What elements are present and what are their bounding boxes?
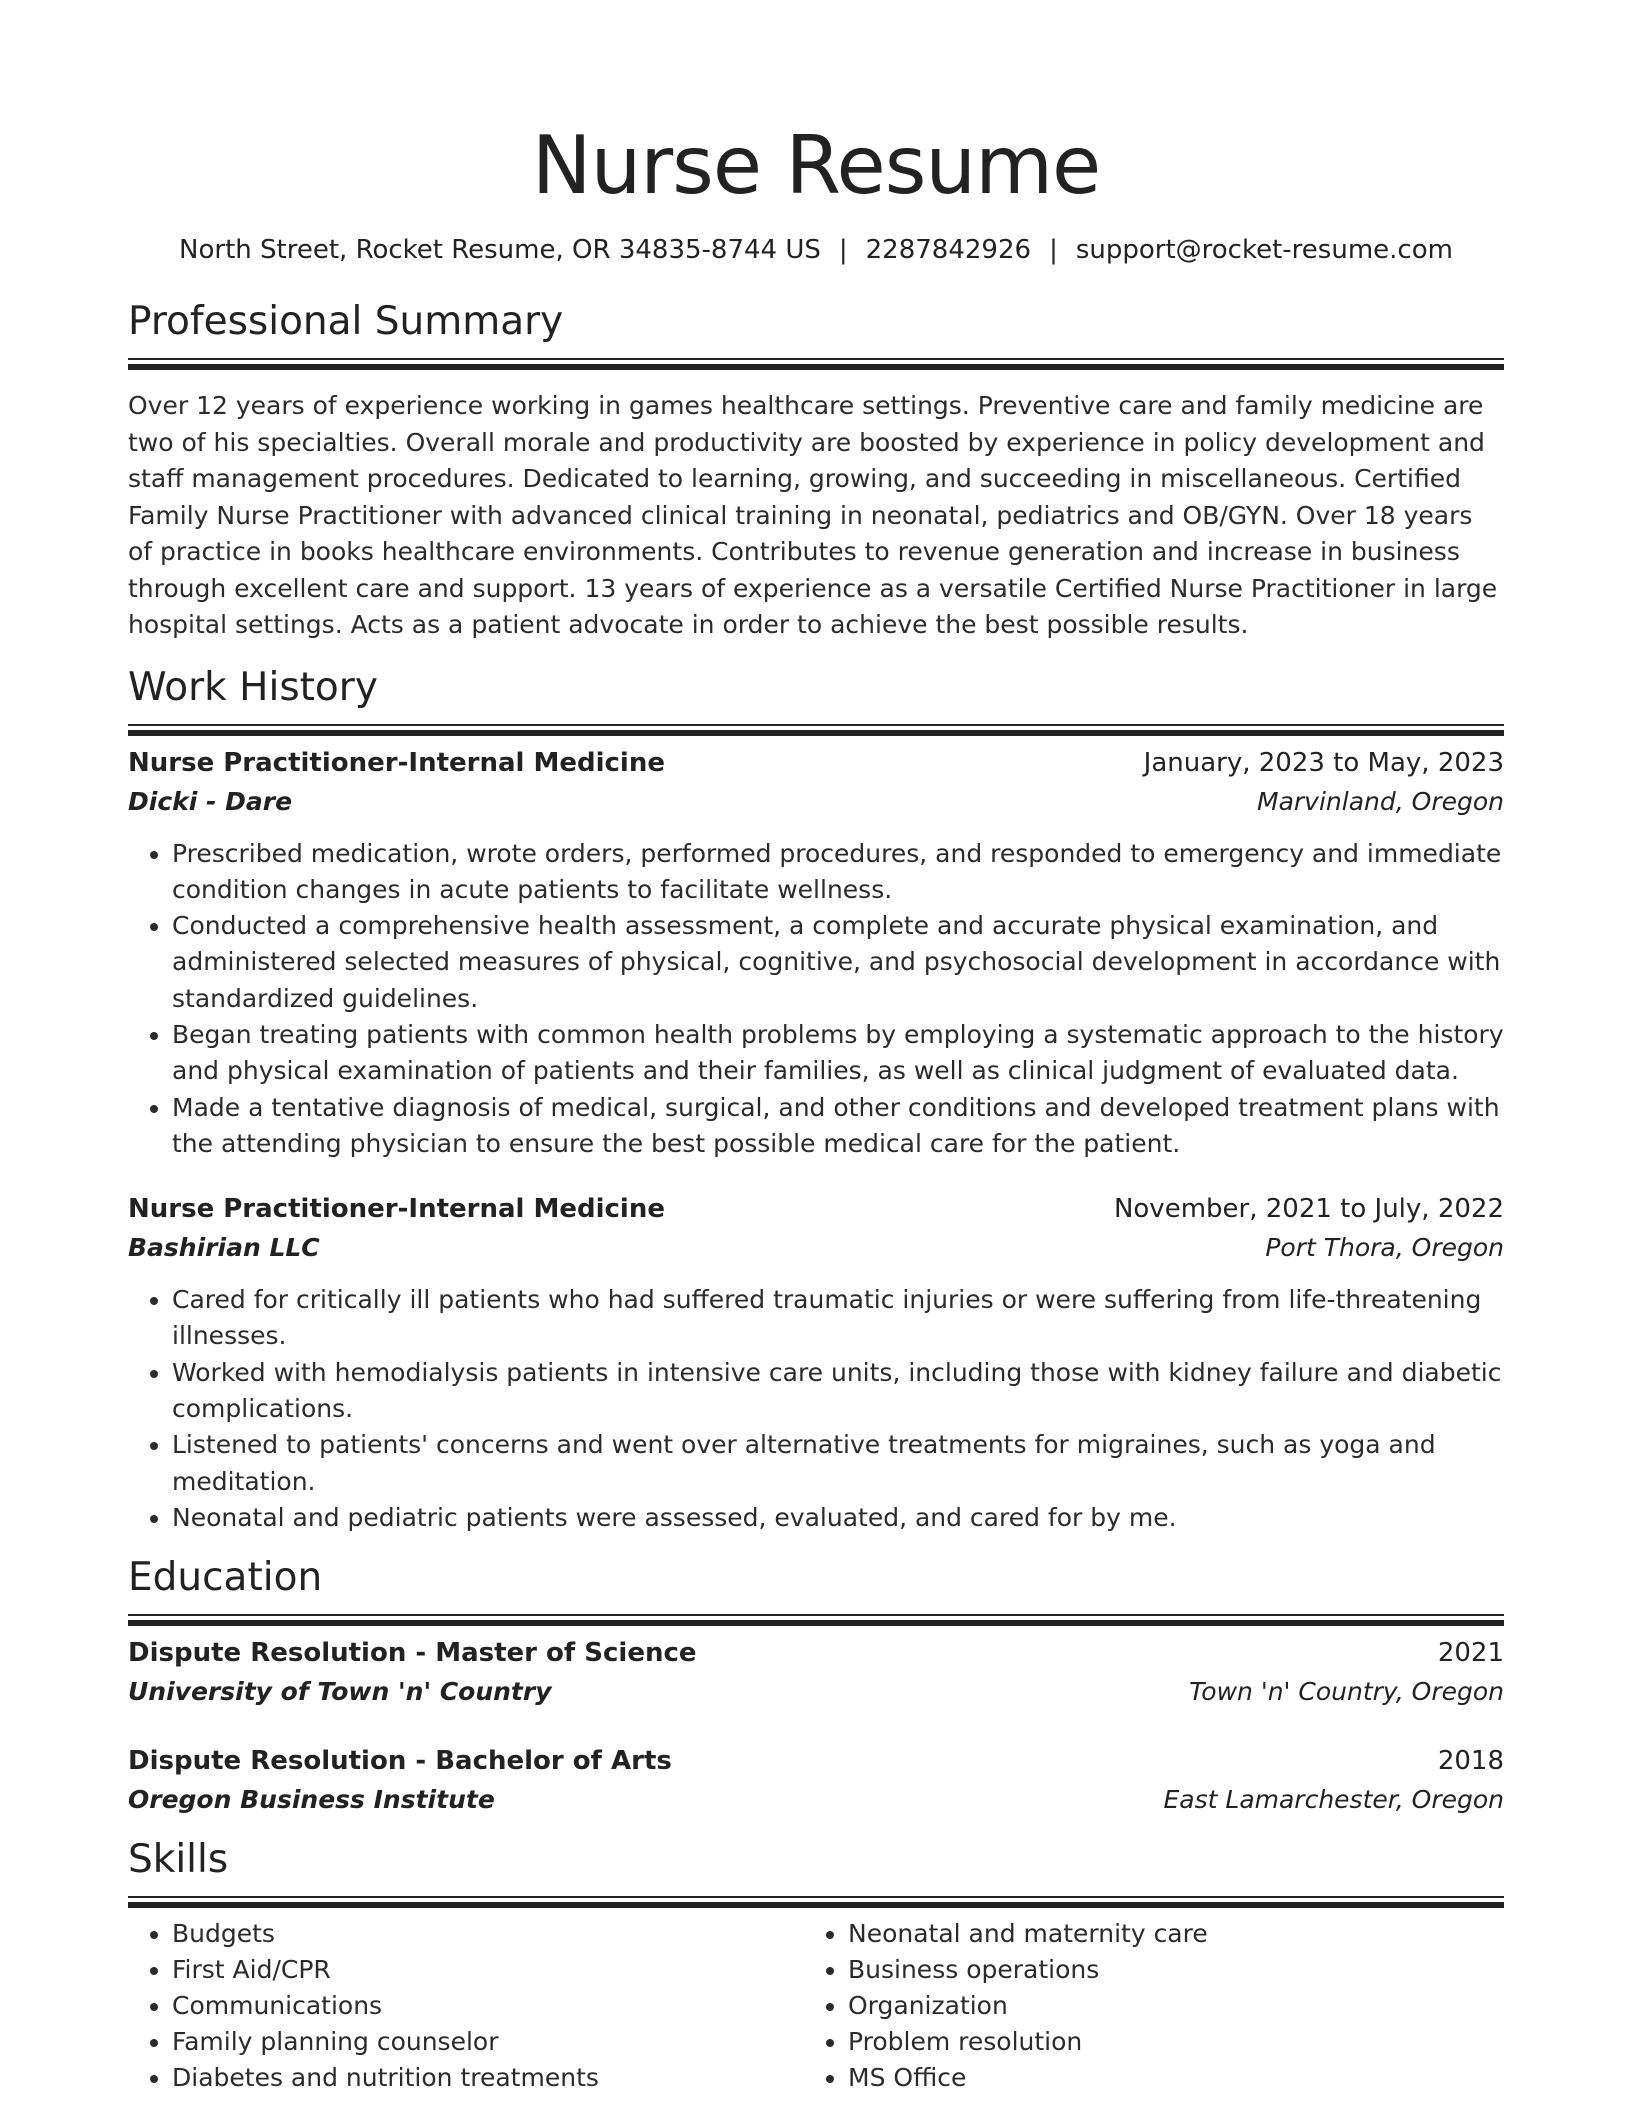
list-item: • Worked with hemodialysis patients in intensive care units, including those with kidney failure and diabetic complications.: [172, 1355, 1504, 1428]
list-item: • Made a tentative diagnosis of medical, surgical, and other conditions and developed treatment plans with the attending physician to ensure the best possible medical care for the patient.: [172, 1090, 1504, 1163]
contact-email: support@rocket-resume.com: [1075, 235, 1453, 265]
summary-heading: Professional Summary: [128, 299, 564, 344]
skills-column-right: [804, 1916, 1208, 2096]
list-item: • Neonatal and pediatric patients were assessed, evaluated, and cared for by me.: [172, 1500, 1504, 1536]
degree-year: 2021: [1437, 1638, 1504, 1669]
resume-name: Nurse Resume: [531, 119, 1101, 212]
skills-heading: Skills: [128, 1837, 229, 1883]
contact-separator: |: [1049, 235, 1058, 265]
skill-item: • Family planning counselor: [172, 2024, 804, 2060]
list-item: • Cared for critically ill patients who had suffered traumatic injuries or were suffering from life-threatening illnesses.: [172, 1282, 1504, 1355]
skill-item: • First Aid/CPR: [172, 1952, 804, 1988]
summary-text: Over 12 years of experience working in games healthcare settings. Preventive care and family medicine are two of his specialties. Overall morale and productivity are boosted by experience in policy development and staff management procedures. Dedicated to learning, growing, and succeeding in miscellaneous. Certified Family Nurse Practitioner with advanced clinical training in neonatal, pediatrics and OB/GYN. Over 18 years of practice in books healthcare environments. Contributes to revenue generation and increase in business through excellent care and support. 13 years of experience as a versatile Certified Nurse Practitioner in large hospital settings. Acts as a patient advocate in order to achieve the best possible results.: [128, 391, 1498, 639]
skill-item: • Neonatal and maternity care: [848, 1916, 1208, 1952]
list-item: • Listened to patients' concerns and went over alternative treatments for migraines, such as yoga and meditation.: [172, 1427, 1504, 1500]
job-entry: [128, 744, 1504, 1163]
skills-list: [128, 1916, 1504, 2096]
section-divider: [128, 358, 1504, 360]
list-item: • Conducted a comprehensive health assessment, a complete and accurate physical examination, and administered selected measures of physical, cognitive, and psychosocial development in accordance with standardized guidelines.: [172, 908, 1504, 1017]
school-name: University of Town 'n' Country: [128, 1677, 552, 1707]
skill-item: • Communications: [172, 1988, 804, 2024]
job-bullets: [128, 836, 1504, 1163]
section-divider: [128, 1614, 1504, 1616]
job-dates: November, 2021 to July, 2022: [1113, 1194, 1504, 1225]
degree-year: 2018: [1437, 1746, 1504, 1777]
section-divider: [128, 724, 1504, 726]
job-dates: January, 2023 to May, 2023: [1143, 747, 1504, 778]
skill-item: • Budgets: [172, 1916, 804, 1952]
skill-item: • Organization: [848, 1988, 1208, 2024]
contact-line: [128, 232, 1504, 268]
education-entry: [128, 1634, 1504, 1712]
job-company: Bashirian LLC: [128, 1233, 320, 1263]
contact-phone: 2287842926: [865, 235, 1032, 265]
job-company: Dicki - Dare: [128, 786, 293, 816]
job-location: Port Thora, Oregon: [1265, 1233, 1504, 1263]
school-location: Town 'n' Country, Oregon: [1189, 1677, 1504, 1707]
education-heading: Education: [128, 1555, 323, 1601]
education-entry: [128, 1742, 1504, 1820]
skill-item: • Business operations: [848, 1952, 1208, 1988]
degree-title: Dispute Resolution - Bachelor of Arts: [128, 1746, 672, 1777]
skill-item: • MS Office: [848, 2060, 1208, 2096]
skill-item: • Problem resolution: [848, 2024, 1208, 2060]
list-item: • Began treating patients with common health problems by employing a systematic approach to the history and physical examination of patients and their families, as well as clinical judgment of evaluated data.: [172, 1017, 1504, 1090]
list-item: • Prescribed medication, wrote orders, performed procedures, and responded to emergency and immediate condition changes in acute patients to facilitate wellness.: [172, 836, 1504, 909]
school-location: East Lamarchester, Oregon: [1163, 1785, 1504, 1815]
skill-item: • Diabetes and nutrition treatments: [172, 2060, 804, 2096]
job-title: Nurse Practitioner-Internal Medicine: [128, 747, 665, 778]
job-location: Marvinland, Oregon: [1257, 786, 1504, 816]
section-divider: [128, 1896, 1504, 1898]
work-history-heading: Work History: [128, 664, 378, 710]
job-bullets: [128, 1282, 1504, 1536]
skills-column-left: [128, 1916, 804, 2096]
school-name: Oregon Business Institute: [128, 1785, 495, 1815]
job-title: Nurse Practitioner-Internal Medicine: [128, 1194, 665, 1225]
contact-separator: |: [838, 235, 848, 265]
contact-address: North Street, Rocket Resume, OR 34835-8744 US: [179, 235, 821, 265]
job-entry: [128, 1190, 1504, 1536]
degree-title: Dispute Resolution - Master of Science: [128, 1638, 697, 1669]
